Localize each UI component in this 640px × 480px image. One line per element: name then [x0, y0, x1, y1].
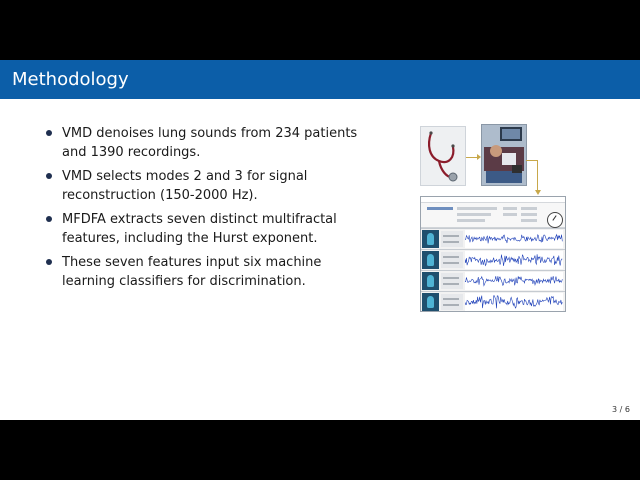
waveform-line [465, 276, 562, 285]
lung-icon [422, 230, 439, 248]
bullet-dot-icon [46, 130, 52, 136]
recording-software-window [420, 196, 566, 312]
toolbar-field [521, 207, 537, 210]
toolbar-field [521, 213, 537, 216]
software-toolbar [421, 203, 565, 228]
waveform [465, 251, 563, 269]
arrow-down-icon [526, 160, 538, 190]
stethoscope-photo [420, 126, 466, 186]
slide-title: Methodology [12, 69, 129, 90]
track-info [441, 294, 463, 310]
toolbar-field [457, 207, 497, 210]
bullet-list [44, 124, 374, 296]
slide-page-number: 3 / 6 [612, 405, 630, 414]
bullet-text: These seven features input six machine learning classifiers for discrimination. [62, 255, 322, 289]
audio-track [421, 270, 565, 291]
clinic-scene-icon [482, 125, 526, 185]
presentation-slide [0, 60, 640, 420]
slide-title-bar [0, 60, 640, 99]
track-info [441, 231, 463, 247]
toolbar-field [521, 219, 537, 222]
bullet-text: VMD selects modes 2 and 3 for signal reconstruction (150-2000 Hz). [62, 169, 308, 203]
track-info [441, 273, 463, 289]
audio-track [421, 228, 565, 249]
audio-track [421, 249, 565, 270]
toolbar-field [457, 213, 491, 216]
audio-track [421, 291, 565, 312]
lung-icon [422, 293, 439, 311]
toolbar-field [503, 213, 517, 216]
waveform-line [465, 296, 562, 309]
bullet-text: VMD denoises lung sounds from 234 patients and 1390 recordings. [62, 126, 358, 160]
lung-icon [422, 251, 439, 269]
bullet-item [44, 253, 374, 291]
toolbar-field [427, 207, 453, 210]
waveform-line [465, 235, 562, 244]
bullet-item [44, 167, 374, 205]
toolbar-field [457, 219, 485, 222]
clinic-recording-photo [481, 124, 527, 186]
waveform-line [465, 254, 562, 266]
track-info [441, 252, 463, 268]
bullet-item [44, 210, 374, 248]
waveform [465, 293, 563, 311]
waveform [465, 272, 563, 290]
lung-icon [422, 272, 439, 290]
dial-icon [547, 212, 563, 228]
bullet-item [44, 124, 374, 162]
waveform [465, 230, 563, 248]
bullet-dot-icon [46, 173, 52, 179]
arrow-right-icon [466, 157, 479, 158]
toolbar-field [503, 207, 517, 210]
methodology-figure [418, 124, 568, 312]
bullet-dot-icon [46, 216, 52, 222]
bullet-text: MFDFA extracts seven distinct multifractal features, including the Hurst exponent. [62, 212, 337, 246]
bullet-dot-icon [46, 259, 52, 265]
stethoscope-icon [421, 127, 465, 185]
